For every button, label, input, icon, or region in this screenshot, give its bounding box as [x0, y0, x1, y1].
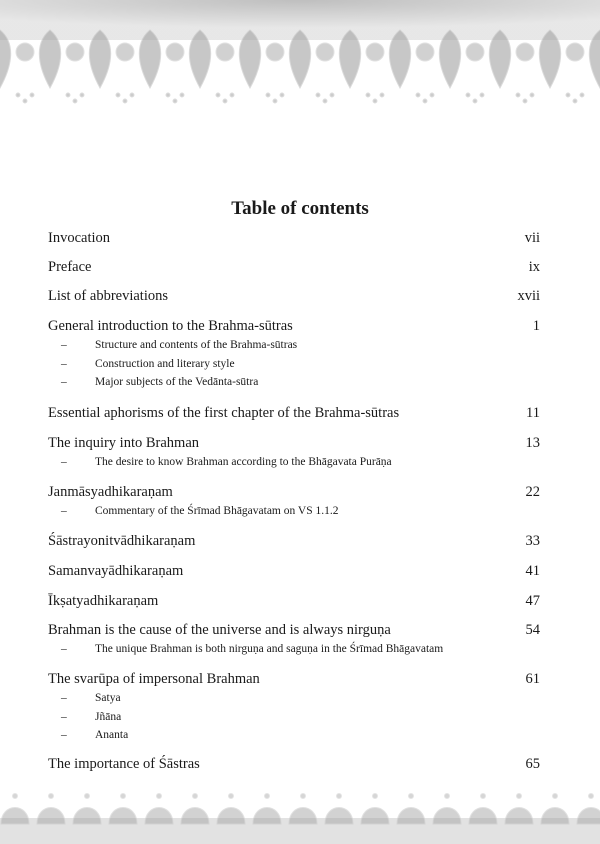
dot-motif: [180, 93, 184, 97]
dot-motif: [173, 99, 177, 103]
arch-motif: [1, 808, 29, 825]
toc-subentry: [48, 355, 540, 374]
toc-entry: [48, 754, 540, 774]
toc-subentry-title: Structure and contents of the Brahma-sūtras: [95, 339, 298, 351]
dot-motif: [73, 99, 77, 103]
toc-entry-title: The svarūpa of impersonal Brahman: [48, 671, 260, 687]
page-title: Table of contents: [231, 198, 369, 219]
flower-motif: [366, 43, 384, 61]
dot-motif: [66, 93, 70, 97]
arch-motif: [145, 808, 173, 825]
paisley-motif: [289, 30, 310, 88]
dot-motif: [301, 794, 306, 799]
toc-entry: [48, 591, 540, 611]
paisley-motif: [489, 30, 510, 88]
arch-motif: [541, 808, 569, 825]
toc-entry-page: 61: [525, 671, 540, 687]
dot-motif: [216, 93, 220, 97]
flower-motif: [216, 43, 234, 61]
toc-entry-page: xvii: [517, 288, 540, 304]
dot-motif: [423, 99, 427, 103]
paisley-motif: [439, 30, 460, 88]
dot-motif: [230, 93, 234, 97]
toc-subentry: [48, 502, 540, 521]
flower-motif: [316, 43, 334, 61]
toc-entry-title: The inquiry into Brahman: [48, 435, 200, 451]
toc-entry: [48, 403, 540, 423]
toc-entry-title: List of abbreviations: [48, 288, 169, 304]
toc-subentries: [48, 689, 540, 745]
dot-motif: [553, 794, 558, 799]
toc-entry: [48, 531, 540, 551]
toc-subentry: [48, 373, 540, 392]
dot-motif: [566, 93, 570, 97]
toc-entry-title: Īkṣatyadhikaraṇam: [48, 593, 159, 609]
dash-bullet: –: [61, 376, 67, 388]
dot-motif: [166, 93, 170, 97]
arch-motif: [289, 808, 317, 825]
dot-motif: [273, 99, 277, 103]
dot-motif: [523, 99, 527, 103]
toc-entry-page: 65: [525, 756, 540, 772]
arch-motif: [253, 808, 281, 825]
dot-motif: [316, 93, 320, 97]
dot-motif: [23, 99, 27, 103]
dash-bullet: –: [61, 710, 67, 723]
toc-entry-title: Essential aphorisms of the first chapter of the Brahma-sūtras: [48, 405, 400, 421]
toc-subentry: [48, 453, 540, 472]
toc-entry-title: Samanvayādhikaraṇam: [48, 563, 184, 579]
arch-motif: [397, 808, 425, 825]
arch-motif: [217, 808, 245, 825]
toc-entry: [48, 482, 540, 521]
dot-motif: [445, 794, 450, 799]
dot-motif: [481, 794, 486, 799]
paisley-motif: [389, 30, 410, 88]
toc-subentry-title: The unique Brahman is both nirguṇa and saguṇa in the Śrīmad Bhāgavatam: [95, 643, 444, 655]
toc-subentry-title: The desire to know Brahman according to the Bhāgavata Purāṇa: [95, 456, 392, 468]
dot-motif: [85, 794, 90, 799]
ornamental-border-bottom: [0, 784, 600, 844]
toc-entry-title: The importance of Śāstras: [48, 756, 200, 772]
toc-subentry: [48, 726, 540, 745]
dot-motif: [480, 93, 484, 97]
toc-entry-page: 13: [525, 435, 540, 451]
toc-entry-title: Preface: [48, 259, 92, 275]
dot-motif: [416, 93, 420, 97]
dot-motif: [517, 794, 522, 799]
toc-entry-page: 47: [525, 593, 540, 609]
toc-entry-page: 41: [525, 563, 540, 579]
dash-bullet: –: [61, 339, 67, 351]
dot-motif: [573, 99, 577, 103]
flower-motif: [466, 43, 484, 61]
toc-subentry-title: Construction and literary style: [95, 357, 235, 370]
dot-motif: [466, 93, 470, 97]
dash-bullet: –: [61, 357, 67, 370]
flower-motif: [166, 43, 184, 61]
toc-subentry-title: Major subjects of the Vedānta-sūtra: [95, 376, 259, 388]
paisley-motif: [139, 30, 160, 88]
toc-entry-page: 54: [525, 622, 540, 638]
toc-entry: [48, 257, 540, 277]
flower-motif: [16, 43, 34, 61]
toc-subentries: [48, 640, 540, 659]
paisley-motif: [239, 30, 260, 88]
toc-subentry-title: Ananta: [95, 729, 129, 741]
toc-subentry-title: Satya: [95, 692, 121, 704]
arch-motif: [325, 808, 353, 825]
dot-motif: [589, 794, 594, 799]
toc-entry-title: Janmāsyadhikaraṇam: [48, 484, 173, 500]
dash-bullet: –: [61, 729, 67, 741]
toc-subentry: [48, 708, 540, 727]
dot-motif: [373, 794, 378, 799]
dot-motif: [516, 93, 520, 97]
dot-motif: [409, 794, 414, 799]
flower-motif: [566, 43, 584, 61]
arch-motif: [37, 808, 65, 825]
toc-entry-page: ix: [528, 259, 540, 275]
dot-motif: [229, 794, 234, 799]
dot-motif: [266, 93, 270, 97]
dot-motif: [366, 93, 370, 97]
arch-motif: [181, 808, 209, 825]
toc-entry-page: vii: [524, 230, 540, 246]
toc-entry: [48, 669, 540, 745]
dot-motif: [193, 794, 198, 799]
dot-motif: [430, 93, 434, 97]
dot-motif: [530, 93, 534, 97]
dot-motif: [130, 93, 134, 97]
dot-motif: [265, 794, 270, 799]
toc-entry-page: 22: [525, 484, 540, 500]
arch-motif: [469, 808, 497, 825]
toc-entry-page: 1: [532, 318, 540, 334]
dot-motif: [30, 93, 34, 97]
arch-motif: [577, 808, 600, 825]
ornamental-border-top: [0, 0, 600, 118]
toc-subentry-title: Commentary of the Śrīmad Bhāgavatam on VS 1.1.2: [95, 505, 339, 517]
dot-motif: [373, 99, 377, 103]
toc-entry-title: General introduction to the Brahma-sūtras: [48, 318, 293, 334]
dot-motif: [223, 99, 227, 103]
dot-motif: [13, 794, 18, 799]
flower-motif: [116, 43, 134, 61]
toc-entry-page: 11: [526, 405, 540, 421]
toc-subentry: [48, 640, 540, 659]
dot-motif: [580, 93, 584, 97]
dash-bullet: –: [61, 643, 67, 655]
dot-motif: [121, 794, 126, 799]
toc-entry-title: Invocation: [48, 230, 111, 246]
paisley-motif: [339, 30, 360, 88]
toc-entry-page: 33: [525, 533, 540, 549]
flower-motif: [266, 43, 284, 61]
toc-entry: [48, 316, 540, 392]
toc-subentry-title: Jñāna: [95, 710, 122, 723]
toc-entry-title: Brahman is the cause of the universe and is always nirguṇa: [48, 622, 391, 638]
paisley-motif: [539, 30, 560, 88]
dot-motif: [49, 794, 54, 799]
arch-motif: [505, 808, 533, 825]
paisley-motif: [39, 30, 60, 88]
dash-bullet: –: [61, 692, 67, 704]
dot-motif: [16, 93, 20, 97]
dash-bullet: –: [61, 456, 67, 468]
arch-motif: [73, 808, 101, 825]
toc-entry: [48, 228, 540, 248]
toc-subentries: [48, 502, 540, 521]
toc-entry: [48, 286, 540, 306]
dot-motif: [80, 93, 84, 97]
toc-entry: [48, 620, 540, 659]
toc-subentry: [48, 336, 540, 355]
flower-motif: [416, 43, 434, 61]
toc-entry: [48, 561, 540, 581]
dot-motif: [323, 99, 327, 103]
toc-entry-title: Śāstrayonitvādhikaraṇam: [48, 533, 196, 549]
toc-entry: [48, 433, 540, 472]
paisley-motif: [89, 30, 110, 88]
flower-motif: [66, 43, 84, 61]
toc-subentries: [48, 453, 540, 472]
dot-motif: [473, 99, 477, 103]
dot-motif: [330, 93, 334, 97]
paisley-motif: [189, 30, 210, 88]
dash-bullet: –: [61, 505, 67, 517]
arch-motif: [433, 808, 461, 825]
arch-motif: [361, 808, 389, 825]
arch-motif: [109, 808, 137, 825]
dot-motif: [337, 794, 342, 799]
dot-motif: [380, 93, 384, 97]
toc-subentry: [48, 689, 540, 708]
dot-motif: [280, 93, 284, 97]
dot-motif: [116, 93, 120, 97]
flower-motif: [516, 43, 534, 61]
toc-subentries: [48, 336, 540, 392]
dot-motif: [157, 794, 162, 799]
dot-motif: [123, 99, 127, 103]
